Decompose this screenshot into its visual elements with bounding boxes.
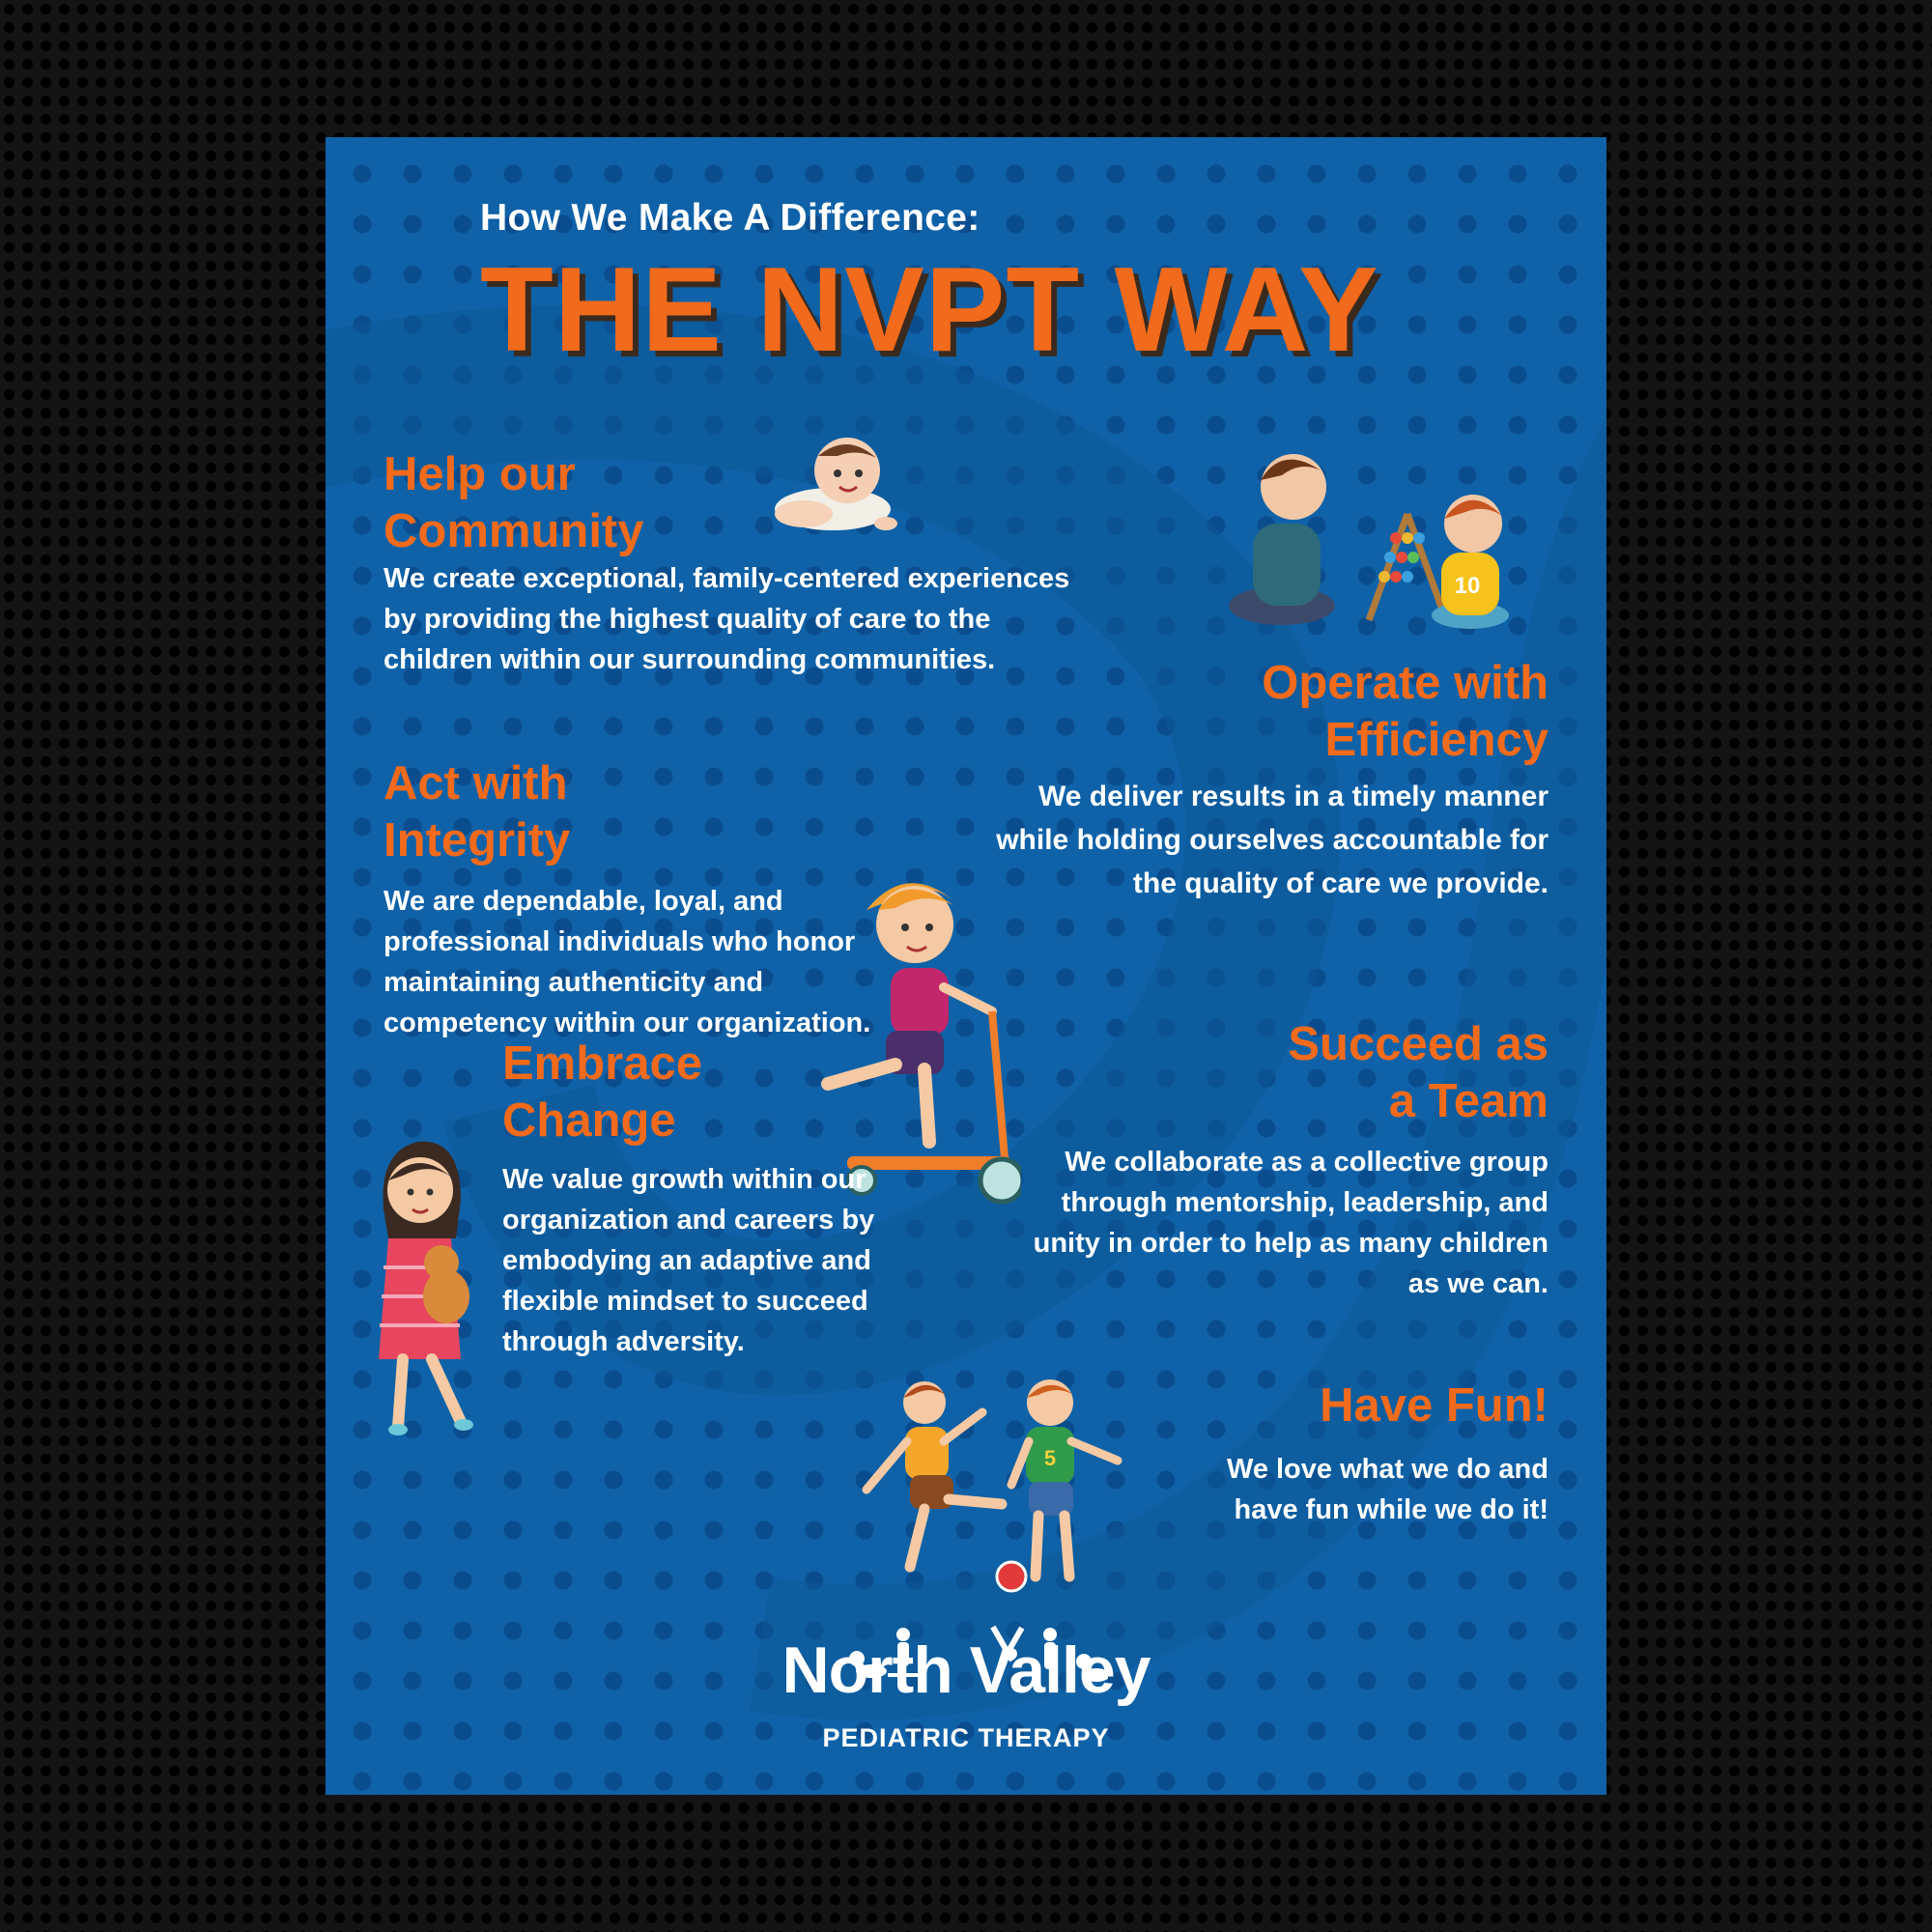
abacus-kid-jersey-number: 10 xyxy=(1454,573,1481,599)
change-body: We value growth within our organization and careers by embodying an adaptive and flexible mindset to succeed through adversity. xyxy=(502,1164,875,1358)
community-body: We create exceptional, family-centered experiences by providing the highest quality of care to the children within our surrounding communities. xyxy=(384,563,1070,676)
community-heading-line1: Help our xyxy=(384,448,576,500)
community-heading xyxy=(384,446,644,560)
integrity-heading xyxy=(384,755,570,869)
fun-body: We love what we do and have fun while we do it! xyxy=(1226,1454,1548,1526)
efficiency-body: We deliver results in a timely manner while holding ourselves accountable for the quality of care we provide. xyxy=(996,781,1548,899)
kids-abacus-icon xyxy=(1224,427,1514,639)
community-heading-line2: Community xyxy=(384,504,644,557)
integrity-heading-line1: Act with xyxy=(384,757,568,810)
team-heading xyxy=(1288,1016,1548,1130)
efficiency-heading xyxy=(1262,655,1548,769)
soccer-kid-jersey-number: 5 xyxy=(1043,1446,1057,1470)
girl-teddy-bear-icon xyxy=(364,1132,509,1441)
integrity-heading-line2: Integrity xyxy=(384,813,571,867)
logo-name: North Valley xyxy=(781,1634,1151,1707)
efficiency-heading-line1: Operate with xyxy=(1262,657,1548,709)
change-heading-line1: Embrace xyxy=(502,1037,703,1090)
crawling-baby-icon xyxy=(751,427,905,543)
efficiency-heading-line2: Efficiency xyxy=(1324,713,1548,766)
fun-heading-line1: Have Fun! xyxy=(1320,1379,1548,1432)
subtitle: How We Make A Difference: xyxy=(480,197,980,239)
team-heading-line1: Succeed as xyxy=(1288,1018,1548,1070)
fun-heading xyxy=(1320,1378,1548,1435)
poster xyxy=(326,137,1606,1795)
change-heading-line2: Change xyxy=(502,1094,676,1147)
logo-tagline: PEDIATRIC THERAPY xyxy=(822,1723,1110,1752)
team-heading-line2: a Team xyxy=(1388,1074,1548,1127)
abacus-beads xyxy=(1378,532,1425,582)
page-title: THE NVPT WAY xyxy=(480,243,1379,377)
change-heading xyxy=(502,1036,702,1150)
integrity-body: We are dependable, loyal, and professional individuals who honor maintaining authenticity and competency within our organization. xyxy=(384,886,871,1039)
kids-soccer-icon xyxy=(857,1374,1166,1605)
team-body: We collaborate as a collective group through mentorship, leadership, and unity in order to help as many children as we can. xyxy=(1033,1147,1548,1300)
